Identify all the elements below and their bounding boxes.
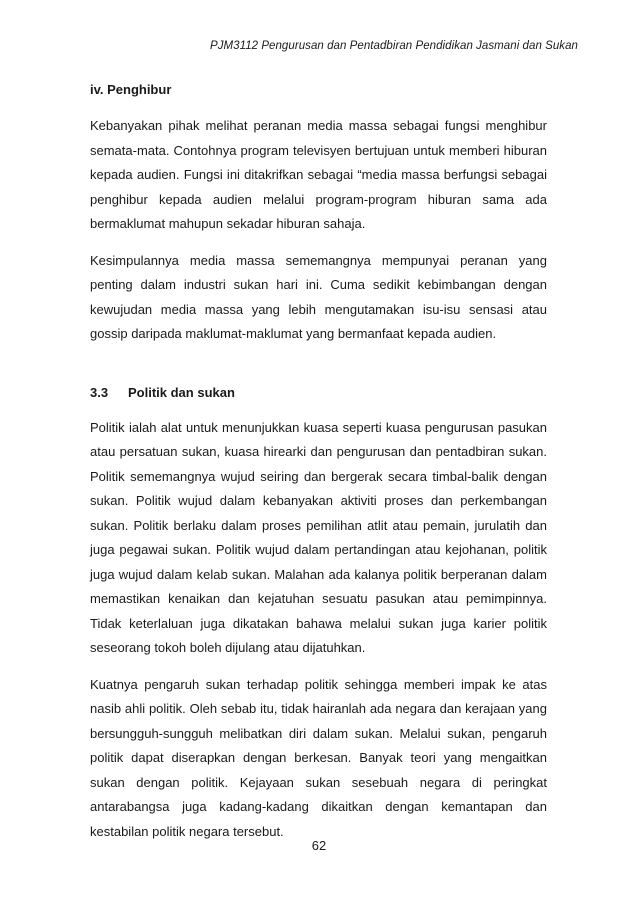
section-number: 3.3 xyxy=(90,384,109,400)
page-body xyxy=(90,82,547,844)
paragraph-politik-1: Politik ialah alat untuk menunjukkan kuasa seperti kuasa pengurusan pasukan atau persatuan sukan, kuasa hirearki dan pengurusan dan pentadbiran sukan. Politik sememangnya wujud seiring dan bergerak secara timbal-balik dengan sukan. Politik wujud dalam kebanyakan aktiviti proses dan perkembangan sukan. Politik berlaku dalam proses pemilihan atlit atau pemain, jurulatih dan juga pegawai sukan. Politik wujud dalam pertandingan atau kejohanan, politik juga wujud dalam kelab sukan. Malahan ada kalanya politik berperanan dalam memastikan kenaikan dan kejatuhan sesuatu pasukan atau pemimpinnya. Tidak keterlaluan juga dikatakan bahawa melalui sukan juga karier politik seseorang tokoh boleh dijulang atau dijatuhkan. xyxy=(90,419,547,655)
section-heading-penghibur: iv. Penghibur xyxy=(90,82,172,97)
section-heading-politik-dan-sukan xyxy=(90,385,547,401)
paragraph-politik-2: Kuatnya pengaruh sukan terhadap politik sehingga memberi impak ke atas nasib ahli politik. Oleh sebab itu, tidak hairanlah ada negara dan kerajaan yang bersungguh-sungguh melibatkan diri dalam sukan. Melalui sukan, pengaruh politik dapat diserapkan dengan berkesan. Banyak teori yang mengaitkan sukan dengan politik. Kejayaan sukan sesebuah negara di peringkat antarabangsa juga kadang-kadang dikaitkan dengan kemantapan dan kestabilan politik negara tersebut. xyxy=(90,676,547,839)
section-title: Politik dan sukan xyxy=(128,384,235,400)
paragraph-kesimpulan: Kesimpulannya media massa sememangnya mempunyai peranan yang penting dalam industri sukan hari ini. Cuma sedikit kebimbangan dengan kewujudan media massa yang lebih mengutamakan isu-isu sensasi atau gossip daripada maklumat-maklumat yang bermanfaat kepada audien. xyxy=(90,252,547,341)
paragraph-penghibur-1: Kebanyakan pihak melihat peranan media massa sebagai fungsi menghibur semata-mata. Contohnya program televisyen bertujuan untuk memberi hiburan kepada audien. Fungsi ini ditakrifkan sebagai “media massa berfungsi sebagai penghibur kepada audien melalui program-program hiburan sama ada bermaklumat mahupun sekadar hiburan sahaja. xyxy=(90,118,547,231)
running-header: PJM3112 Pengurusan dan Pentadbiran Pendidikan Jasmani dan Sukan xyxy=(210,40,578,52)
page-number: 62 xyxy=(311,838,327,853)
